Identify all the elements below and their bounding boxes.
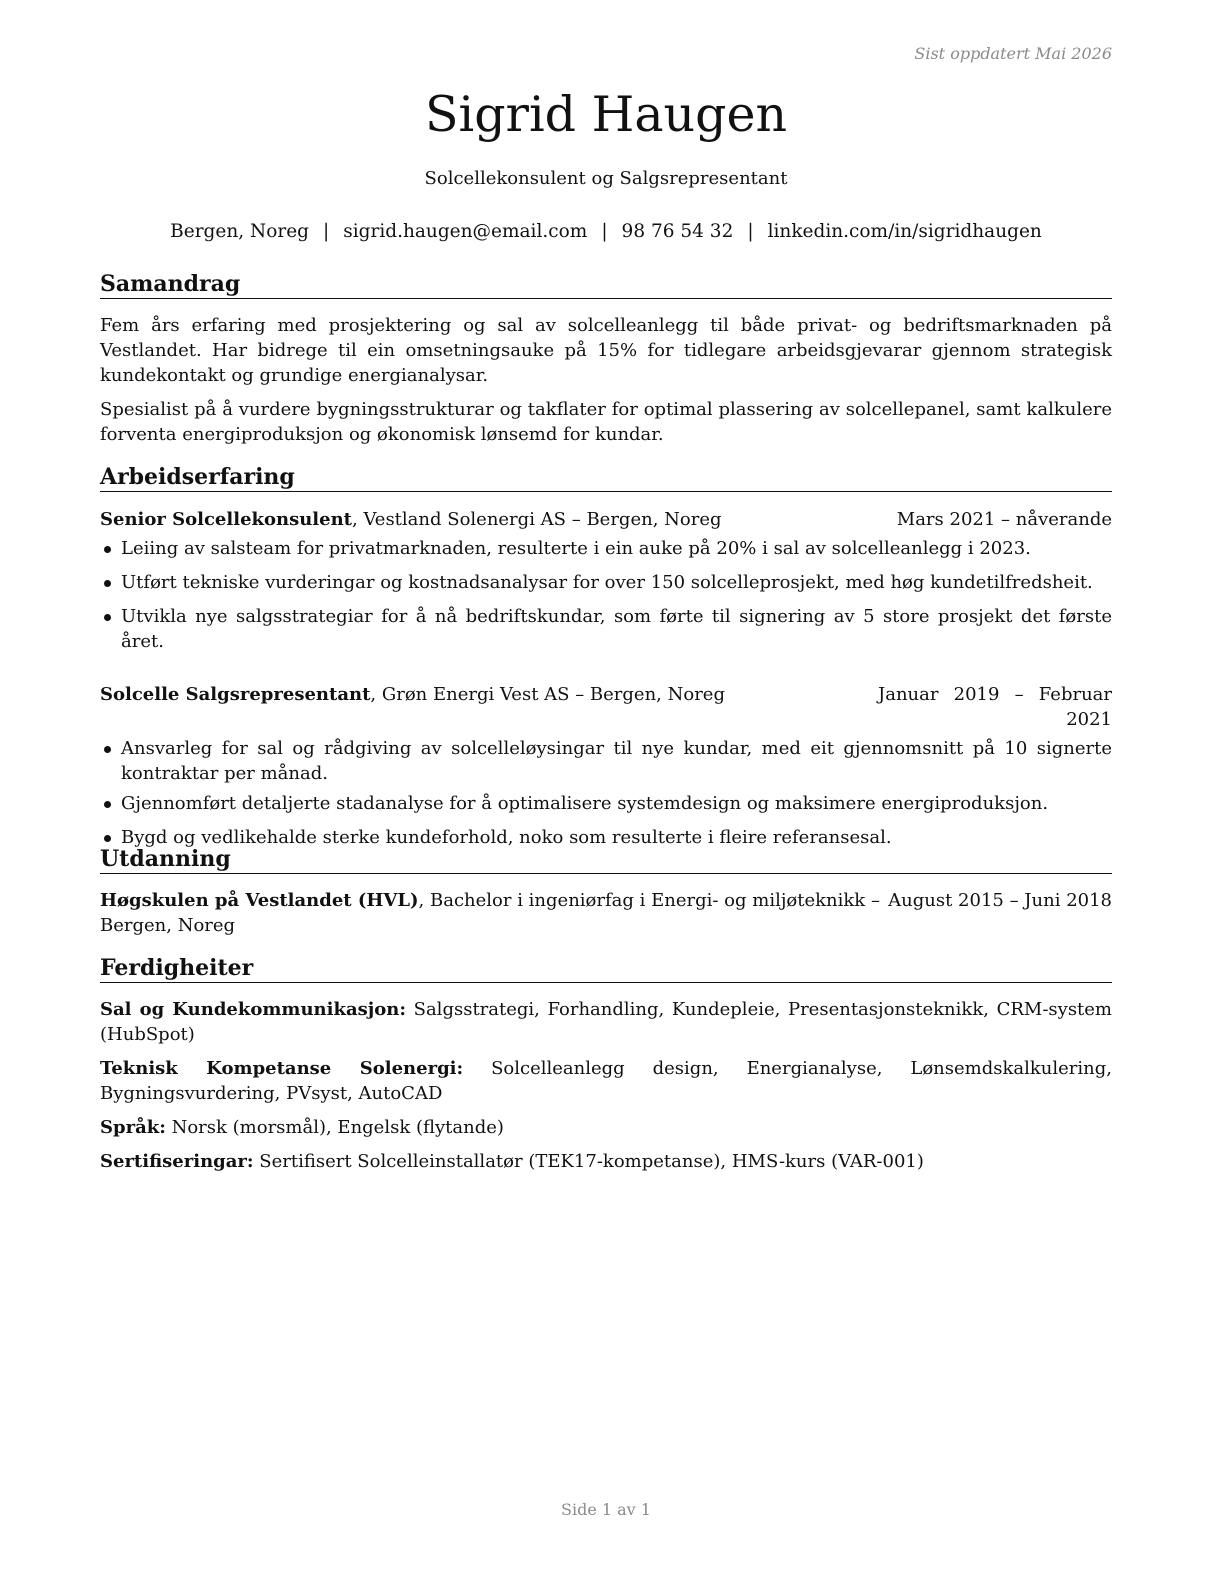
contact-linkedin[interactable]: linkedin.com/in/sigridhaugen [767,221,1042,242]
skill-value: Sertifisert Solcelleinstallatør (TEK17-kompetanse), HMS-kurs (VAR-001) [253,1151,924,1172]
section-heading-experience: Arbeidserfaring [100,463,1112,492]
job-employer: , Grøn Energi Vest AS – Bergen, Noreg [370,684,725,705]
contact-separator: | [747,221,754,242]
contact-phone[interactable]: 98 76 54 32 [621,221,734,242]
contact-location: Bergen, Noreg [170,221,309,242]
job-dates: Mars 2021 – nåverande [896,509,1112,530]
education-section [100,845,1112,938]
job-dates: Januar 2019 – Februar 2021 [878,684,1112,730]
skill-label: Sertifiseringar: [100,1151,254,1172]
job-employer: , Vestland Solenergi AS – Bergen, Noreg [352,509,722,530]
summary-paragraph: Spesialist på å vurdere bygningsstrukturar og takflater for optimal plassering av solcellepanel, samt kalkulere forventa energiproduksjon og økonomisk lønsemd for kundar. [100,399,1112,445]
job-bullet: Gjennomført detaljerte stadanalyse for å optimalisere systemdesign og maksimere energiproduksjon. [100,791,1112,816]
contact-email[interactable]: sigrid.haugen@email.com [343,221,588,242]
job-entry [100,682,1112,850]
summary-section [100,270,1112,447]
contact-line [100,219,1112,245]
education-entry [100,888,1112,938]
contact-separator: | [601,221,608,242]
summary-paragraph: Fem års erfaring med prosjektering og sal av solcelleanlegg til både privat- og bedriftsmarknaden på Vestlandet. Har bidrege til ein omsetningsauke på 15% for tidlegare arbeidsgjevarar gjennom strategisk kundekontakt og grundige energianalysar. [100,315,1112,386]
job-role: Solcelle Salgsrepresentant [100,684,371,705]
contact-separator: | [323,221,330,242]
skill-value: Salgsstrategi, Forhandling, Kundepleie, Presentasjonsteknikk, CRM-system (HubSpot) [100,999,1113,1045]
job-bullet-list [100,536,1112,654]
section-heading-summary: Samandrag [100,270,1112,299]
skills-section [100,954,1112,1174]
job-bullet: Leiing av salsteam for privatmarknaden, resulterte i ein auke på 20% i sal av solcelleanlegg i 2023. [100,536,1112,561]
skill-label: Teknisk Kompetanse Solenergi: [100,1058,464,1079]
job-bullet: Bygd og vedlikehalde sterke kundeforhold, noko som resulterte i fleire referansesal. [100,825,1112,850]
skill-row [100,1056,1112,1106]
skill-value: Solcelleanlegg design, Energianalyse, Lønsemdskalkulering, Bygningsvurdering, PVsyst, AutoCAD [100,1058,1112,1104]
skill-row [100,997,1112,1047]
skill-label: Språk: [100,1117,166,1138]
job-header [100,507,1112,532]
job-header [100,682,1112,732]
page-number: Side 1 av 1 [561,1500,651,1519]
experience-section [100,463,1112,850]
skill-value: Norsk (morsmål), Engelsk (flytande) [165,1117,504,1138]
job-bullet: Ansvarleg for sal og rådgiving av solcelleløysingar til nye kundar, med eit gjennomsnitt på 10 signerte kontraktar per månad. [100,736,1112,786]
job-entry [100,507,1112,654]
skill-label: Sal og Kundekommunikasjon: [100,999,406,1020]
last-updated-note: Sist oppdatert Mai 2026 [914,44,1112,63]
education-dates: August 2015 – Juni 2018 [888,890,1112,911]
job-bullet: Utvikla nye salgsstrategiar for å nå bedriftskundar, som førte til signering av 5 store prosjekt det første året. [100,604,1112,654]
section-heading-skills: Ferdigheiter [100,954,1112,983]
job-bullet: Utført tekniske vurderingar og kostnadsanalysar for over 150 solcelleprosjekt, med høg kundetilfredsheit. [100,570,1112,595]
job-role: Senior Solcellekonsulent [100,509,352,530]
education-school: Høgskulen på Vestlandet (HVL) [100,890,419,911]
skill-row [100,1115,1112,1140]
skill-row [100,1149,1112,1174]
person-name: Sigrid Haugen [424,86,788,143]
section-heading-education: Utdanning [100,845,1112,874]
resume-page [100,0,1112,1584]
education-degree: , Bachelor i ingeniørfag i Energi- og miljøteknikk – Bergen, Noreg [100,890,880,936]
job-bullet-list [100,736,1112,850]
job-title: Solcellekonsulent og Salgsrepresentant [424,168,788,189]
